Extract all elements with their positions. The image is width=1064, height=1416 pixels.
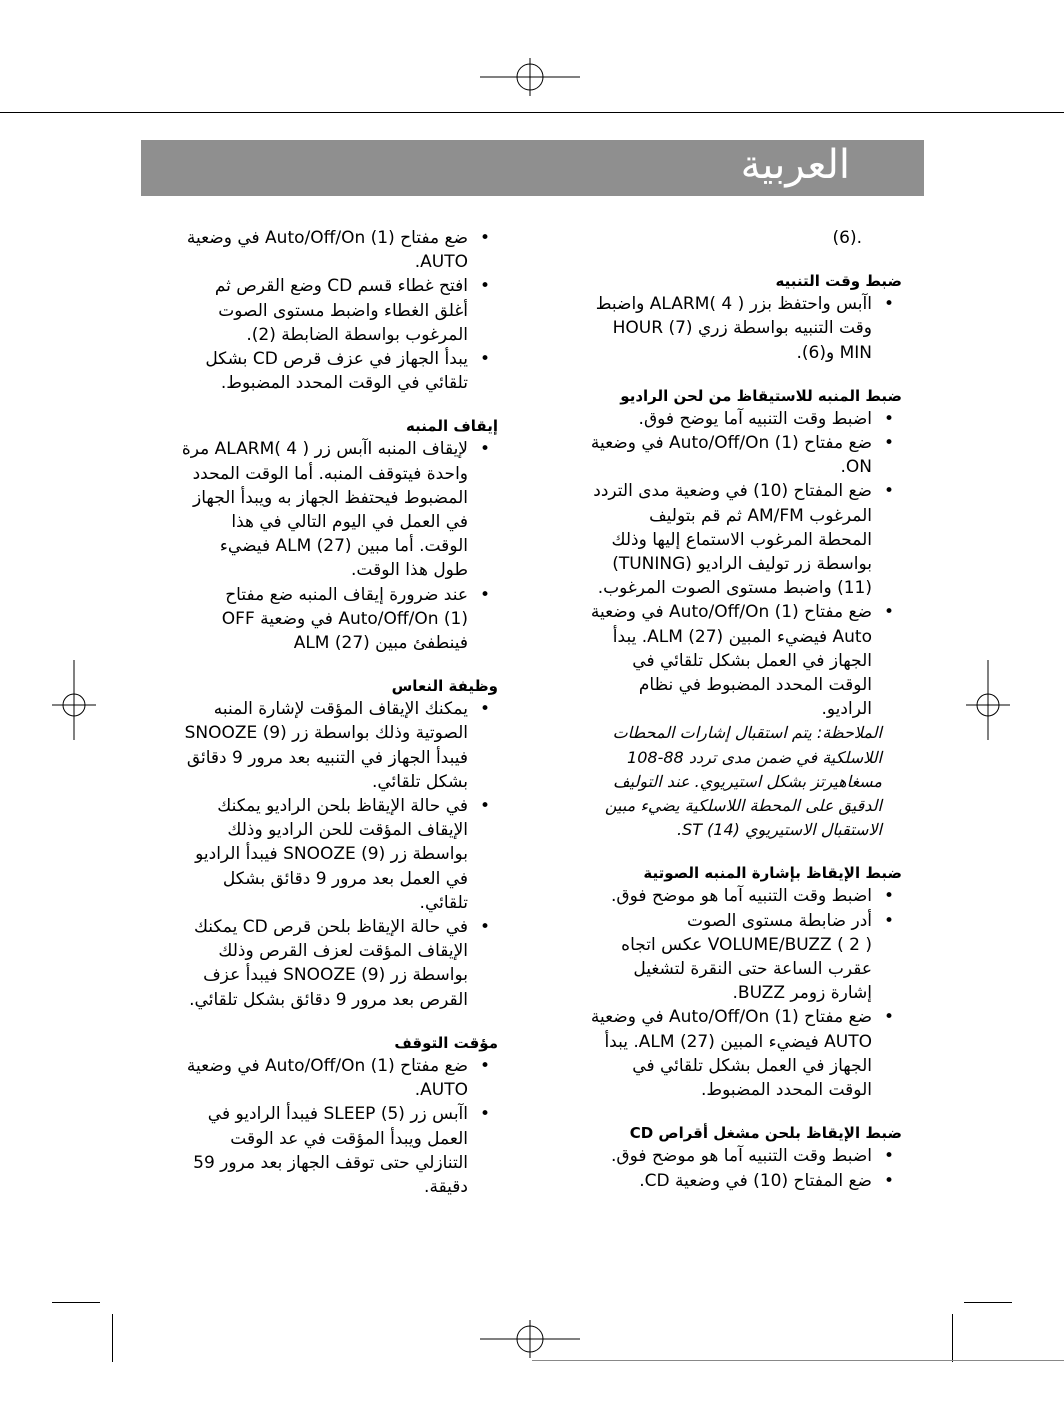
list-item: • في حالة الإيقاظ بلحن الراديو يمكنك الإيقاف المؤقت للحن الراديو وذلك بواسطة زر SNOOZE (9) فيبدأ الراديو في العمل بعد مرور 9 دقائق بشكل تلقائي. bbox=[180, 794, 498, 915]
language-title: العربية bbox=[740, 142, 850, 188]
list-item: • ضع مفتاح Auto/Off/On (1) في وضعية AUTO. bbox=[180, 1054, 498, 1102]
registration-mark-left bbox=[52, 660, 96, 740]
intro-continuation: .(6) bbox=[832, 228, 862, 248]
section-heading: مؤقت التوقف bbox=[394, 1033, 498, 1052]
registration-mark-right bbox=[966, 660, 1010, 740]
section-heading: ضبط المنبه للاستيقاظ من لحن الراديو bbox=[620, 386, 902, 405]
right-column bbox=[590, 226, 902, 1193]
list-item: • افتح غطاء قسم CD وضع القرص ثم أغلق الغطاء واضبط مستوى الصوت المرغوب بواسطة الضابطة (2). bbox=[180, 274, 498, 347]
crop-mark-br-h bbox=[964, 1302, 1012, 1303]
list-item: • اآبس واحتفظ بزر ALARM( 4 ) واضبط وقت التنبيه بواسطة زري HOUR (7) MIN و(6). bbox=[590, 292, 902, 365]
section-list bbox=[590, 1005, 902, 1102]
list-item: • اضبط وقت التنبيه آما يوضح فوق. bbox=[590, 407, 902, 431]
list-item: • لإيقاف المنبه اآبس زر ALARM( 4 ) مرة واحدة فيتوقف المنبه. أما الوقت المحدد المضبوط فيحتفظ الجهاز به ويبدأ الجهاز في العمل في اليوم التالي في هذا الوقت. أما مبين ALM (27) فيضيء طول هذا الوقت. bbox=[180, 437, 498, 582]
section-list bbox=[180, 437, 498, 655]
intro-list bbox=[180, 226, 498, 395]
section-list bbox=[590, 884, 902, 932]
list-item: • ضع المفتاح (10) في وضعية مدى التردد المرغوب AM/FM ثم قم بتوليف المحطة المرغوب الاستماع إليها وذلك بواسطة زر توليف الراديو (TUNING) (11) واضبط مستوى الصوت المرغوب. bbox=[590, 479, 902, 600]
section-list bbox=[180, 697, 498, 1012]
list-item: • ضع مفتاح Auto/Off/On (1) في وضعية Auto فيضيء المبين ALM (27). يبدأ الجهاز في العمل بشكل تلقائي في الوقت المحدد المضبوط في نظام الراديو. bbox=[590, 600, 902, 721]
section-list bbox=[590, 1144, 902, 1192]
list-item: • ضع مفتاح Auto/Off/On (1) في وضعية AUTO فيضيء المبين ALM (27). يبدأ الجهاز في العمل بشكل تلقائي في الوقت المحدد المضبوط. bbox=[590, 1005, 902, 1102]
section-heading: ضبط الإيقاظ بإشارة المنبه الصوتية bbox=[643, 864, 902, 883]
crop-mark-br-v bbox=[952, 1314, 953, 1362]
bottom-rule bbox=[532, 1360, 1064, 1361]
list-item: • ضع مفتاح Auto/Off/On (1) في وضعية AUTO. bbox=[180, 226, 498, 274]
list-item-continuation: VOLUME/BUZZ ( 2 ) عكس اتجاه عقرب الساعة حتى النقرة لتشغيل إشارة زومر BUZZ. bbox=[621, 934, 872, 1004]
list-item: • اضبط وقت التنبيه آما هو موضح فوق. bbox=[590, 884, 902, 908]
list-item: • اآبس زر SLEEP (5) فيبدأ الراديو في العمل ويبدأ المؤقت في عد الوقت التنازلي حتى توقف الجهاز بعد مرور 59 دقيقة. bbox=[180, 1102, 498, 1199]
language-banner bbox=[141, 140, 924, 196]
section-heading: ضبط الإيقاظ بلحن مشغل أقراص CD bbox=[629, 1124, 902, 1143]
registration-mark-bottom bbox=[480, 1320, 580, 1358]
registration-mark-top bbox=[480, 58, 580, 96]
list-item: • ضع المفتاح (10) في وضعية CD. bbox=[590, 1169, 902, 1193]
section-list bbox=[590, 292, 902, 365]
crop-mark-bl-v bbox=[112, 1314, 113, 1362]
list-item: • في حالة الإيقاظ بلحن قرص CD يمكنك الإيقاف المؤقت لعزف القرص وذلك بواسطة زر SNOOZE (9) فيبدأ عزف القرص بعد مرور 9 دقائق بشكل تلقائي. bbox=[180, 915, 498, 1012]
list-item: • يبدأ الجهاز في عزف قرص CD بشكل تلقائي في الوقت المحدد المضبوط. bbox=[180, 347, 498, 395]
section-list bbox=[590, 407, 902, 722]
list-item: • يمكنك الإيقاف المؤقت لإشارة المنبه الصوتية وذلك بواسطة زر SNOOZE (9) فيبدأ الجهاز في التنبيه بعد مرور 9 دقائق بشكل تلقائي. bbox=[180, 697, 498, 794]
radio-note: الملاحظة: يتم استقبال إشارات المحطات اللاسلكية في ضمن مدى تردد 88-108 مسغاهيرتز بشكل استيريوي. عند التوليف الدقيق على المحطة اللاسلكية يضيء مبين الاستقبال الاستيريوي ST (14). bbox=[604, 723, 882, 840]
list-item: • ضع مفتاح Auto/Off/On (1) في وضعية ON. bbox=[590, 431, 902, 479]
section-heading: وظيفة النعاس bbox=[391, 677, 498, 696]
section-heading: ضبط وقت التنبيه bbox=[775, 272, 902, 291]
list-item: • عند ضرورة إيقاف المنبه ضع مفتاح Auto/Off/On (1) في وضعية OFF فينطفئ مبين ALM (27) bbox=[180, 583, 498, 656]
top-rule bbox=[0, 112, 1064, 113]
list-item: • أدر ضابطة مستوى الصوت bbox=[590, 909, 902, 933]
left-column bbox=[180, 226, 498, 1199]
section-list bbox=[180, 1054, 498, 1199]
list-item: • اضبط وقت التنبيه آما هو موضح فوق. bbox=[590, 1144, 902, 1168]
section-heading: إيقاف المنبه bbox=[405, 417, 498, 436]
crop-mark-bl-h bbox=[52, 1302, 100, 1303]
